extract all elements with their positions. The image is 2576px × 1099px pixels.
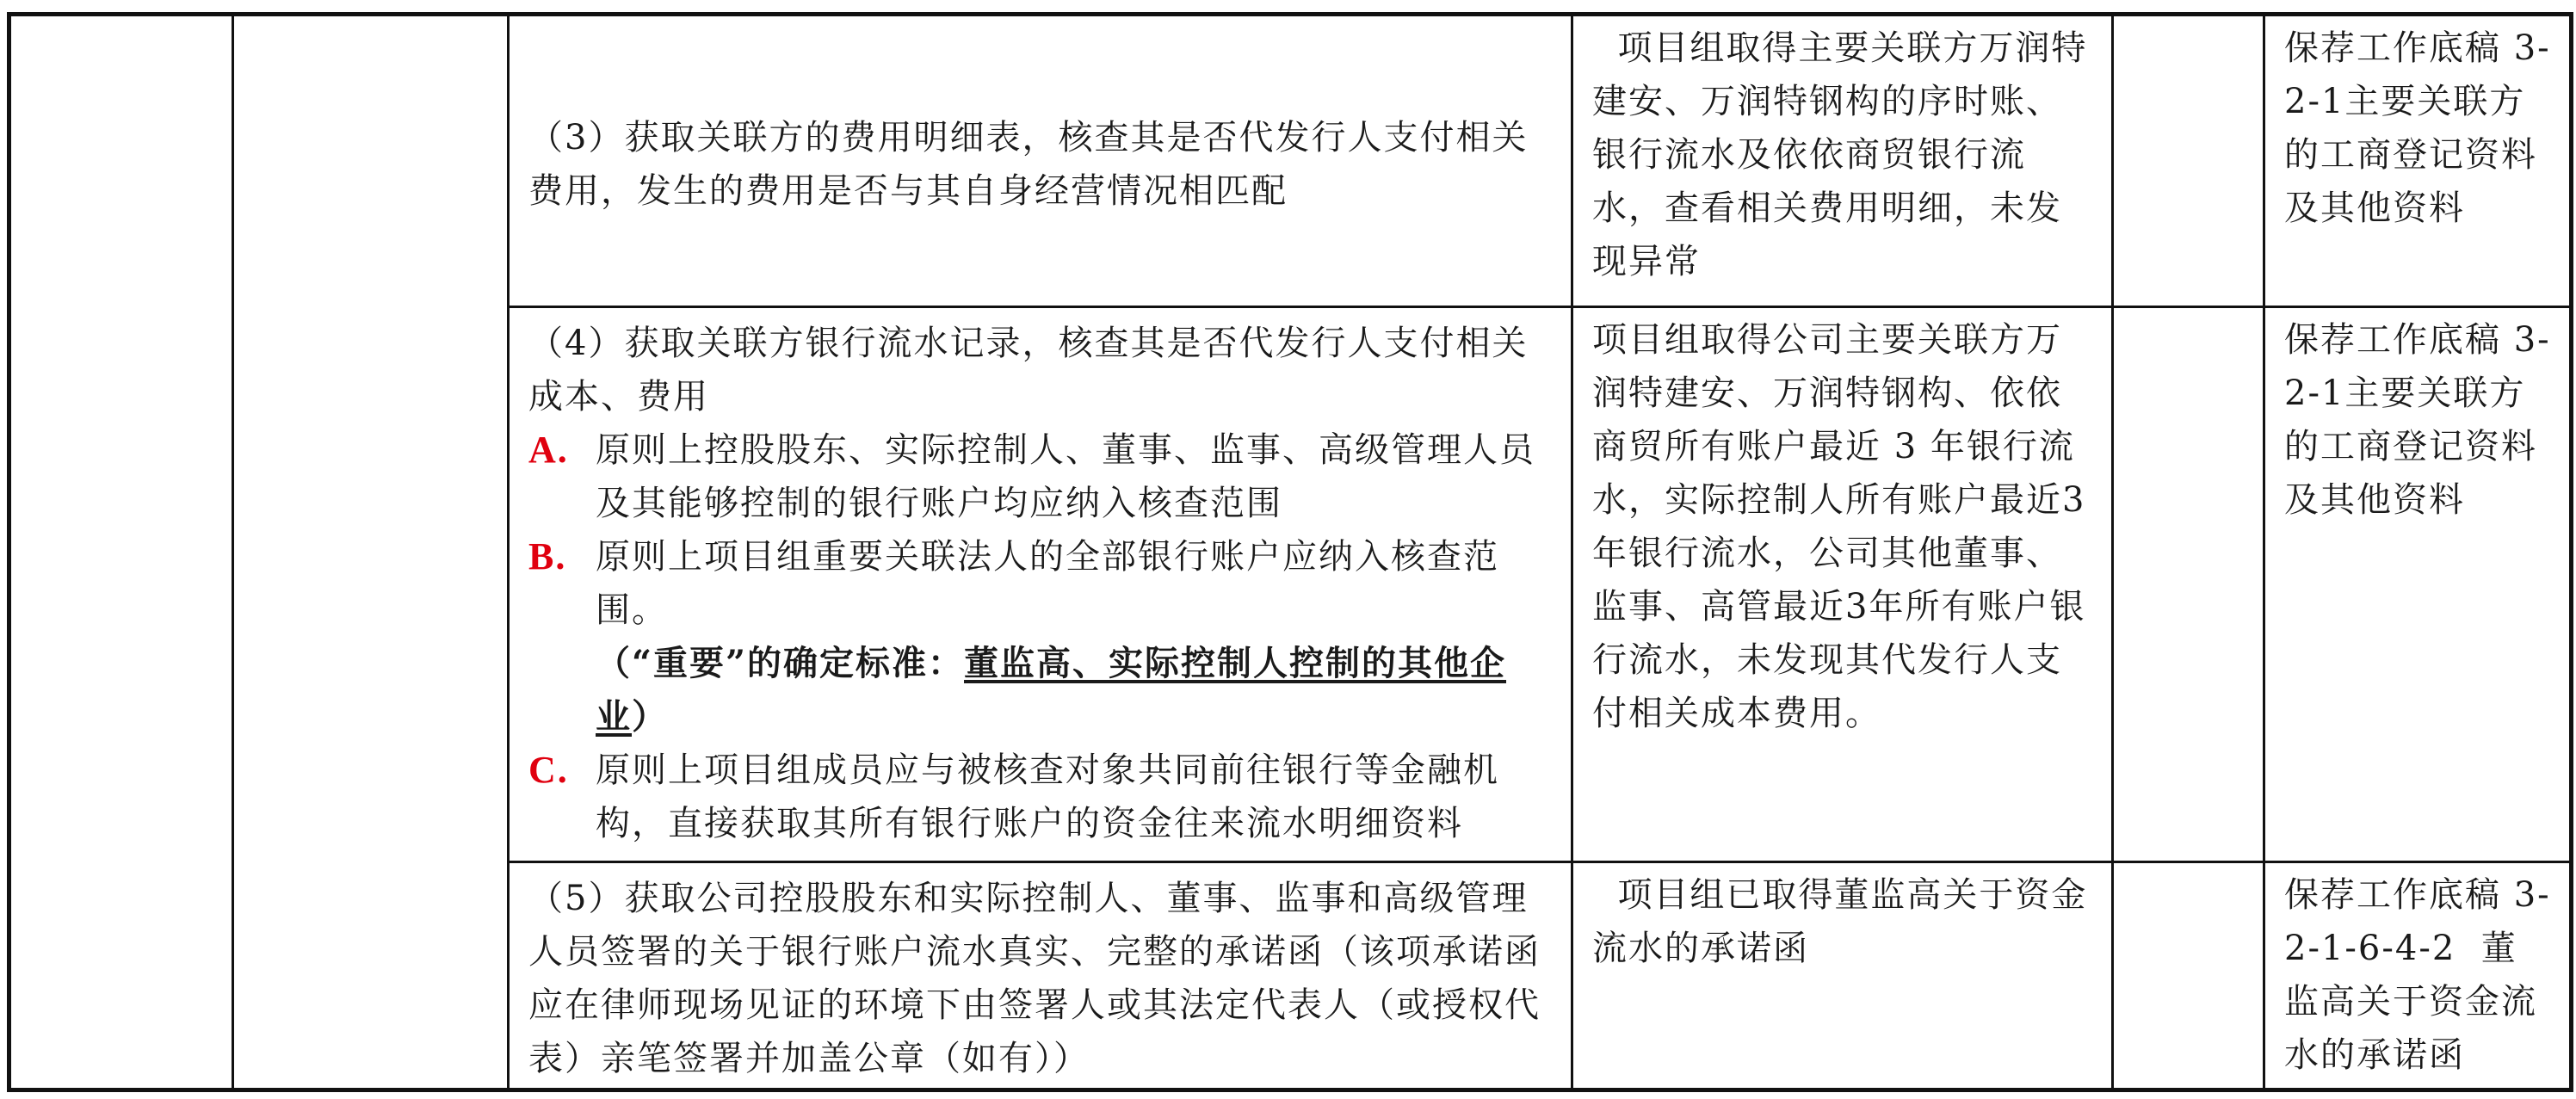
reference-text: 保荐工作底稿 3-2-1-6-4-2 董监高关于资金流水的承诺函 xyxy=(2284,875,2551,1075)
procedure-item-c xyxy=(528,744,1552,850)
result-text: 项目组已取得董监高关于资金流水的承诺函 xyxy=(1592,875,2088,968)
procedure-text: （5）获取公司控股股东和实际控制人、董事、监事和高级管理人员签署的关于银行账户流水真实、完整的承诺函（该项承诺函应在律师现场见证的环境下由签署人或其法定代表人（或授权代表）亲笔签署并加盖公章（如有）） xyxy=(528,879,1541,1078)
item-text: 原则上项目组重要关联法人的全部银行账户应纳入核查范围。 xyxy=(596,537,1499,630)
item-marker: A. xyxy=(528,429,569,471)
result-text: 项目组取得公司主要关联方万润特建安、万润特钢构、依依商贸所有账户最近 3 年银行流水，实际控制人所有账户最近3年银行流水，公司其他董事、监事、高管最近3年所有账户银行流水，未发现其代发行人支付相关成本费用。 xyxy=(1592,320,2086,733)
result-cell xyxy=(1572,15,2113,307)
procedure-item-b xyxy=(528,530,1552,637)
item-marker: C. xyxy=(528,749,569,791)
reference-cell xyxy=(2264,307,2572,862)
procedure-text: （4）获取关联方银行流水记录，核查其是否代发行人支付相关成本、费用 xyxy=(528,324,1529,417)
category-cell xyxy=(9,15,233,1090)
reference-cell xyxy=(2264,15,2572,307)
blank-cell xyxy=(2113,15,2264,307)
procedure-cell xyxy=(509,862,1572,1090)
note-suffix: ） xyxy=(632,696,668,737)
procedure-cell xyxy=(509,15,1572,307)
result-cell xyxy=(1572,862,2113,1090)
blank-cell xyxy=(2113,862,2264,1090)
note-prefix: （“重要”的确定标准： xyxy=(596,643,965,683)
result-text: 项目组取得主要关联方万润特建安、万润特钢构的序时账、银行流水及依依商贸银行流水，查看相关费用明细，未发现异常 xyxy=(1592,28,2088,281)
note-emphasis: 董监高、实际控制人控制的其他企业 xyxy=(596,643,1507,737)
procedure-item-a xyxy=(528,423,1552,530)
table-row xyxy=(9,15,2572,307)
item-marker: B. xyxy=(528,535,567,577)
blank-cell xyxy=(2113,307,2264,862)
procedure-text: （3）获取关联方的费用明细表，核查其是否代发行人支付相关费用，发生的费用是否与其自身经营情况相匹配 xyxy=(528,118,1529,211)
reference-cell xyxy=(2264,862,2572,1090)
item-text: 原则上控股股东、实际控制人、董事、监事、高级管理人员及其能够控制的银行账户均应纳入核查范围 xyxy=(596,430,1535,523)
verification-table xyxy=(7,12,2573,1092)
reference-text: 保荐工作底稿 3-2-1主要关联方的工商登记资料及其他资料 xyxy=(2284,28,2551,228)
importance-note xyxy=(528,637,1552,744)
item-text: 原则上项目组成员应与被核查对象共同前往银行等金融机构，直接获取其所有银行账户的资金往来流水明细资料 xyxy=(596,750,1499,843)
reference-text: 保荐工作底稿 3-2-1主要关联方的工商登记资料及其他资料 xyxy=(2284,320,2551,520)
result-cell xyxy=(1572,307,2113,862)
procedure-cell xyxy=(509,307,1572,862)
subcategory-cell xyxy=(233,15,509,1090)
